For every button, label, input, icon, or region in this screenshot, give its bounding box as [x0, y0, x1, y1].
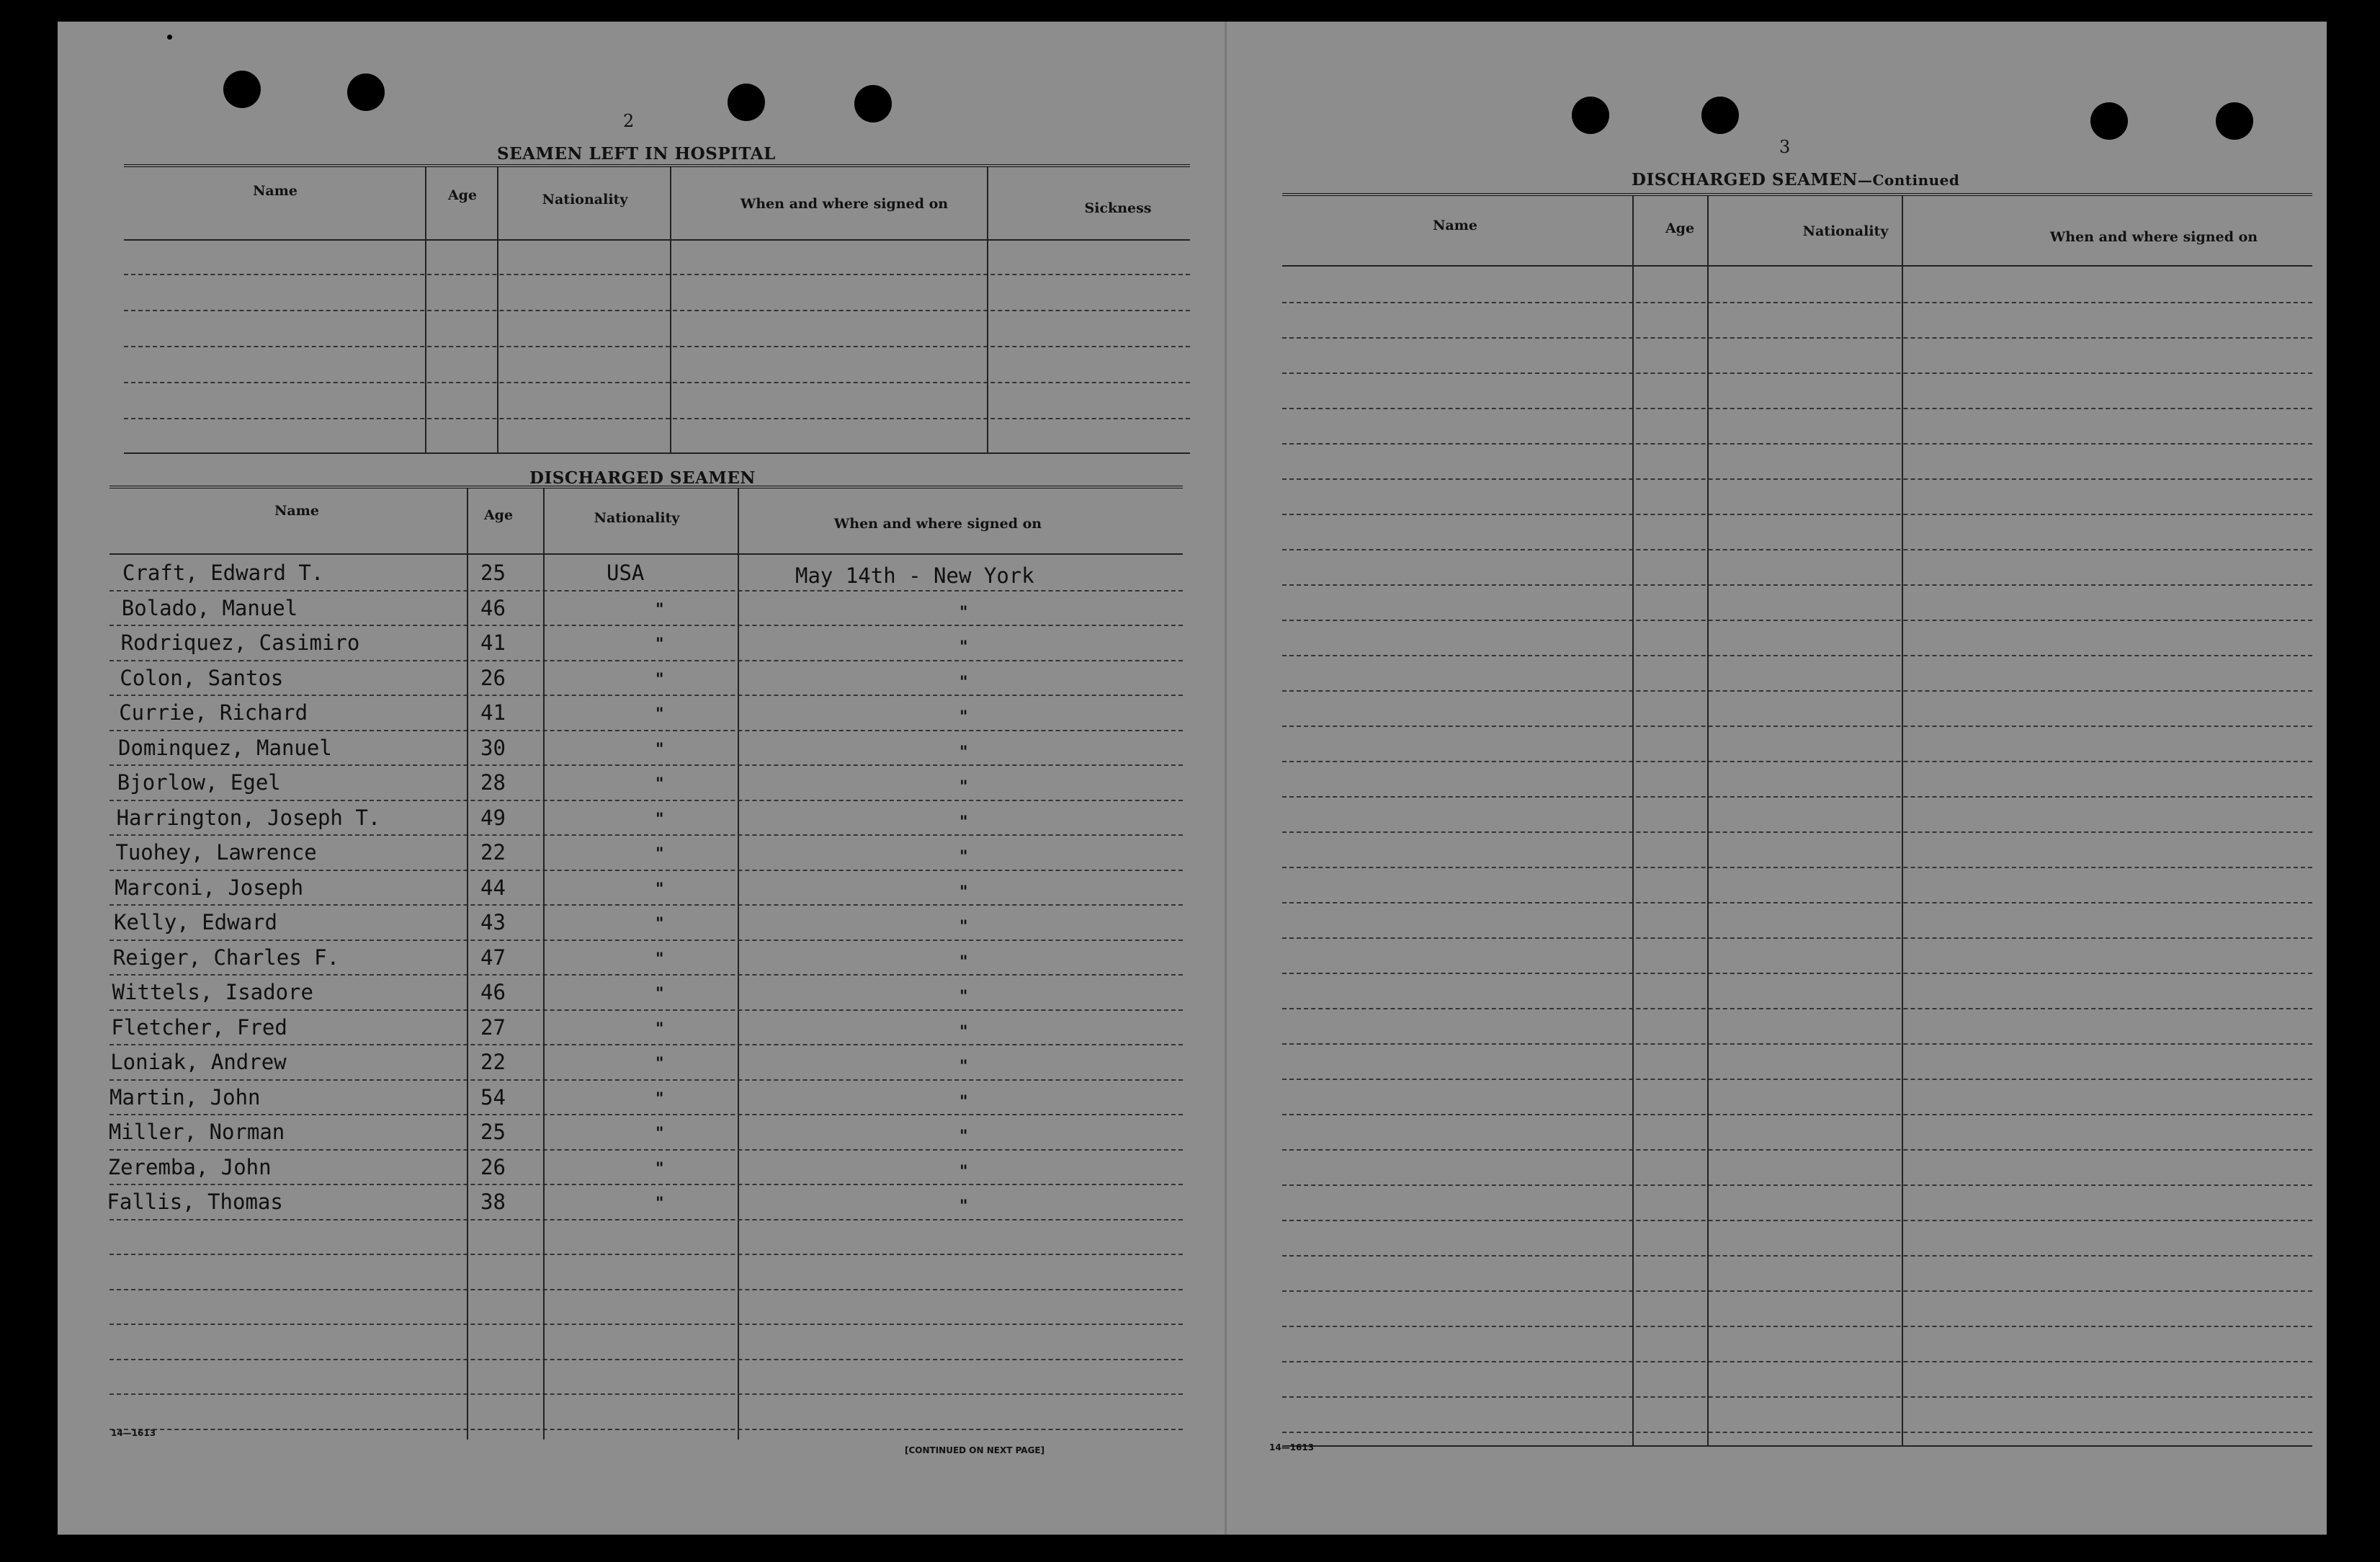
row-rule — [109, 730, 1183, 731]
hospital-title: SEAMEN LEFT IN HOSPITAL — [497, 144, 776, 164]
seaman-signed-on: " — [959, 1127, 968, 1146]
row-rule — [109, 1359, 1183, 1360]
row-rule — [109, 1393, 1183, 1395]
seaman-age: 43 — [480, 910, 506, 934]
row-rule — [1282, 1184, 2312, 1186]
seaman-signed-on: May 14th - New York — [795, 563, 1034, 588]
row-rule — [1282, 1396, 2312, 1398]
seaman-age: 44 — [480, 875, 506, 900]
right-header-name: Name — [1433, 218, 1477, 233]
seaman-name: Harrington, Joseph T. — [116, 805, 381, 830]
row-rule — [109, 940, 1183, 941]
form-number: 14—1613 — [111, 1428, 156, 1438]
seaman-signed-on: " — [959, 987, 968, 1006]
seaman-name: Miller, Norman — [108, 1120, 285, 1144]
seaman-signed-on: " — [959, 952, 968, 971]
discharged-header-nationality: Nationality — [594, 510, 680, 526]
row-rule — [109, 1324, 1183, 1325]
discharged-continued-table — [1282, 193, 2312, 1450]
discharged-header-name: Name — [274, 503, 319, 519]
discharged-header-age: Age — [483, 507, 514, 523]
row-rule — [1282, 761, 2312, 762]
row-rule — [1282, 478, 2312, 480]
seaman-age: 22 — [480, 840, 506, 865]
seaman-signed-on: " — [959, 1022, 968, 1041]
seaman-nationality: " — [656, 1054, 664, 1073]
row-rule — [109, 660, 1183, 661]
seaman-name: Fallis, Thomas — [107, 1190, 283, 1214]
right-header-signed-on: When and where signed on — [2049, 229, 2258, 245]
seaman-nationality: " — [656, 635, 664, 653]
seaman-signed-on: " — [959, 672, 968, 692]
row-rule — [109, 1044, 1183, 1045]
seaman-age: 46 — [480, 595, 506, 620]
seaman-age: 26 — [480, 1154, 506, 1179]
row-rule — [109, 1149, 1183, 1151]
seaman-nationality: " — [656, 775, 664, 793]
row-rule — [109, 1254, 1183, 1255]
seaman-name: Colon, Santos — [120, 665, 284, 690]
seaman-signed-on: " — [959, 1057, 968, 1076]
row-rule — [1282, 337, 2312, 339]
right-header-age: Age — [1665, 220, 1695, 236]
seaman-nationality: " — [656, 739, 664, 759]
row-rule — [1282, 408, 2312, 409]
row-rule — [1282, 372, 2312, 374]
seaman-age: 49 — [480, 805, 506, 830]
seaman-signed-on: " — [959, 1092, 968, 1111]
row-rule — [1282, 1255, 2312, 1257]
document-sheet — [58, 22, 2327, 1535]
seaman-age: 28 — [480, 770, 506, 795]
seaman-age: 25 — [480, 561, 506, 585]
title-suffix: —Continued — [1857, 171, 1960, 189]
row-rule — [109, 625, 1183, 626]
seaman-age: 41 — [480, 700, 506, 725]
seaman-name: Fletcher, Fred — [111, 1014, 287, 1040]
hospital-header-nationality: Nationality — [542, 192, 628, 207]
seaman-age: 41 — [480, 630, 506, 655]
row-rule — [1282, 1008, 2312, 1009]
discharged-continued-title — [1632, 170, 1959, 189]
seaman-nationality: " — [656, 984, 664, 1003]
row-rule — [109, 1184, 1183, 1185]
seaman-age: 27 — [480, 1014, 506, 1040]
hospital-header-name: Name — [253, 183, 298, 199]
seaman-name: Loniak, Andrew — [110, 1050, 287, 1074]
row-rule — [1282, 1043, 2312, 1045]
row-rule — [1282, 867, 2312, 868]
row-rule — [109, 800, 1183, 801]
seaman-signed-on: " — [959, 777, 968, 796]
seaman-name: Reiger, Charles F. — [112, 945, 340, 970]
row-rule — [1282, 514, 2312, 515]
page-number: 3 — [1779, 137, 1791, 157]
seaman-age: 46 — [480, 980, 506, 1004]
seaman-name: Currie, Richard — [119, 700, 308, 725]
seaman-name: Marconi, Joseph — [115, 875, 304, 900]
hospital-header-sickness: Sickness — [1084, 200, 1152, 216]
seaman-signed-on: " — [959, 812, 968, 831]
seaman-nationality: " — [656, 1019, 664, 1038]
row-rule — [1282, 973, 2312, 974]
row-rule — [1282, 655, 2312, 656]
left-page — [58, 22, 1225, 1535]
row-rule — [109, 695, 1183, 696]
seaman-nationality: USA — [607, 561, 645, 585]
row-rule — [1282, 584, 2312, 586]
seaman-name: Wittels, Isadore — [112, 980, 313, 1004]
seaman-name: Craft, Edward T. — [122, 561, 324, 585]
row-rule — [109, 1009, 1183, 1011]
seaman-name: Dominquez, Manuel — [118, 735, 332, 760]
row-rule — [109, 1289, 1183, 1290]
seaman-age: 47 — [480, 945, 506, 970]
hospital-header-age: Age — [447, 187, 478, 203]
seaman-signed-on: " — [959, 638, 968, 656]
row-rule — [1282, 549, 2312, 550]
seaman-nationality: " — [656, 1159, 664, 1178]
row-rule — [1282, 1079, 2312, 1080]
seaman-nationality: " — [656, 1124, 664, 1143]
row-rule — [1282, 1114, 2312, 1115]
row-rule — [1282, 937, 2312, 939]
seaman-signed-on: " — [959, 708, 968, 726]
seaman-nationality: " — [656, 879, 664, 898]
row-rule — [109, 1114, 1183, 1115]
row-rule — [1282, 1149, 2312, 1151]
right-page — [1225, 22, 2327, 1535]
row-rule — [109, 870, 1183, 871]
seaman-nationality: " — [656, 809, 664, 829]
hospital-header-signed-on: When and where signed on — [740, 196, 949, 212]
row-rule — [1282, 443, 2312, 445]
row-rule — [1282, 902, 2312, 903]
seaman-age: 26 — [480, 665, 506, 690]
row-rule — [1282, 620, 2312, 621]
row-rule — [109, 904, 1183, 906]
row-rule — [109, 1429, 1183, 1430]
discharged-title: DISCHARGED SEAMEN — [529, 468, 756, 488]
seaman-name: Martin, John — [109, 1084, 261, 1110]
row-rule — [1282, 1326, 2312, 1327]
seaman-age: 38 — [480, 1190, 506, 1214]
seaman-nationality: " — [656, 599, 664, 619]
row-rule — [1282, 831, 2312, 833]
seaman-name: Bolado, Manuel — [121, 595, 298, 620]
seaman-signed-on: " — [959, 1161, 968, 1181]
seaman-signed-on: " — [959, 882, 968, 901]
row-rule — [109, 1219, 1183, 1220]
seaman-nationality: " — [656, 914, 664, 933]
seaman-nationality: " — [656, 669, 664, 689]
seaman-name: Rodriquez, Casimiro — [120, 630, 360, 655]
seaman-signed-on: " — [959, 917, 968, 936]
row-rule — [109, 834, 1183, 836]
continued-note: [CONTINUED ON NEXT PAGE] — [905, 1445, 1045, 1455]
row-rule — [1282, 302, 2312, 303]
row-rule — [109, 974, 1183, 976]
seaman-signed-on: " — [959, 602, 968, 622]
discharged-table — [109, 486, 1183, 1447]
row-rule — [1282, 1432, 2312, 1433]
seaman-age: 22 — [480, 1050, 506, 1074]
seaman-name: Kelly, Edward — [114, 910, 277, 934]
row-rule — [1282, 1290, 2312, 1292]
seaman-age: 25 — [480, 1120, 506, 1144]
right-header-nationality: Nationality — [1802, 223, 1889, 239]
row-rule — [1282, 1361, 2312, 1362]
row-rule — [1282, 1220, 2312, 1221]
row-rule — [109, 764, 1183, 766]
seaman-nationality: " — [656, 1089, 664, 1108]
seaman-nationality: " — [656, 949, 664, 968]
seaman-age: 54 — [480, 1084, 506, 1110]
seaman-name: Tuohey, Lawrence — [115, 840, 317, 865]
row-rule — [1282, 726, 2312, 727]
seaman-signed-on: " — [959, 742, 968, 762]
form-number: 14—1613 — [1269, 1442, 1315, 1452]
seaman-signed-on: " — [959, 847, 968, 866]
seaman-name: Bjorlow, Egel — [117, 770, 281, 795]
seaman-nationality: " — [656, 844, 664, 863]
row-rule — [1282, 690, 2312, 692]
hospital-table — [124, 164, 1190, 455]
row-rule — [109, 1079, 1183, 1081]
row-rule — [1282, 796, 2312, 798]
seaman-nationality: " — [656, 1194, 664, 1213]
seaman-name: Zeremba, John — [107, 1154, 272, 1179]
page-number: 2 — [623, 111, 635, 131]
row-rule — [109, 590, 1183, 592]
seaman-nationality: " — [656, 705, 664, 723]
seaman-age: 30 — [480, 735, 506, 760]
title-main: DISCHARGED SEAMEN — [1632, 170, 1858, 189]
seaman-signed-on: " — [959, 1197, 968, 1215]
discharged-header-signed-on: When and where signed on — [833, 516, 1042, 532]
